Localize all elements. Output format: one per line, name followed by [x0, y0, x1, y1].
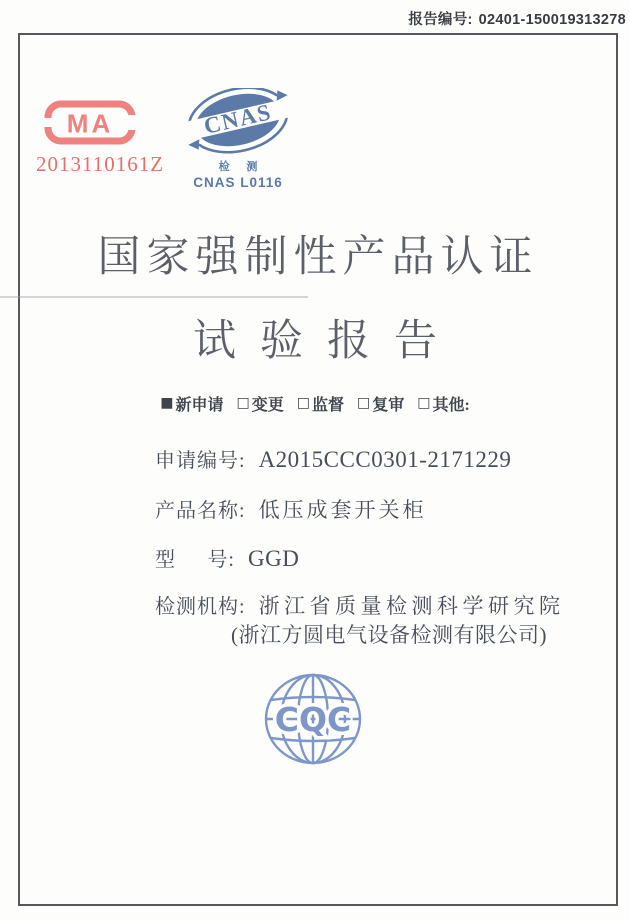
report-number-value: 02401-150019313278 — [478, 12, 626, 28]
checkbox-review — [357, 392, 404, 415]
cma-logo-icon — [44, 100, 136, 145]
cnas-logo-icon — [186, 88, 290, 156]
checkbox-label: 复审 — [372, 397, 405, 414]
test-organization-label: 检测机构: — [155, 596, 246, 618]
model-label-second: 号: — [207, 549, 235, 571]
model-value: GGD — [248, 546, 300, 571]
application-type-row — [0, 392, 630, 415]
test-organization-row-2 — [231, 619, 547, 649]
application-number-label: 申请编号: — [155, 450, 246, 472]
cnas-mark-block — [186, 88, 290, 190]
cqc-mark-block — [263, 671, 363, 772]
report-number-label: 报告编号: — [408, 12, 473, 28]
svg-text:CNAS: CNAS — [201, 99, 275, 139]
model-row — [155, 543, 299, 572]
model-label — [155, 543, 235, 572]
page-title: 国家强制性产品认证 — [97, 234, 539, 281]
svg-text:CQC: CQC — [274, 700, 352, 739]
cma-certificate-number: 2013110161Z — [36, 152, 165, 176]
checkbox-empty-icon: □ — [356, 394, 371, 411]
application-number-value: A2015CCC0301-2171229 — [258, 447, 512, 472]
page-subtitle: 试验报告 — [193, 318, 461, 365]
svg-text:MA: MA — [66, 108, 114, 139]
checkbox-label: 变更 — [251, 397, 284, 414]
checkbox-supervision — [297, 392, 344, 415]
checkbox-other — [417, 392, 470, 415]
cma-mark-block — [36, 100, 194, 177]
checkbox-empty-icon: □ — [236, 394, 250, 411]
product-name-row — [155, 494, 427, 524]
cnas-test-label: 检 测 — [218, 161, 265, 173]
test-organization-value-2: (浙江方圆电气设备检测有限公司) — [231, 623, 547, 647]
checkbox-label: 新申请 — [175, 397, 224, 414]
test-organization-value: 浙江省质量检测科学研究院 — [258, 594, 565, 618]
checkbox-label: 其他: — [432, 397, 470, 414]
scan-artifact-line — [0, 296, 308, 298]
application-number-row — [155, 444, 511, 473]
cqc-logo-icon — [263, 671, 363, 767]
checkbox-change — [236, 392, 283, 415]
cnas-accreditation-number: CNAS L0116 — [193, 175, 283, 190]
checkbox-filled-icon: ■ — [160, 394, 174, 411]
model-label-first: 型 — [155, 549, 176, 571]
checkbox-label: 监督 — [311, 397, 344, 414]
checkbox-new-application — [160, 392, 223, 415]
product-name-value: 低压成套开关柜 — [258, 498, 427, 522]
test-organization-row — [155, 590, 565, 620]
checkbox-empty-icon: □ — [417, 394, 431, 411]
checkbox-empty-icon: □ — [296, 394, 310, 411]
product-name-label: 产品名称: — [155, 500, 246, 522]
report-number — [408, 8, 626, 29]
